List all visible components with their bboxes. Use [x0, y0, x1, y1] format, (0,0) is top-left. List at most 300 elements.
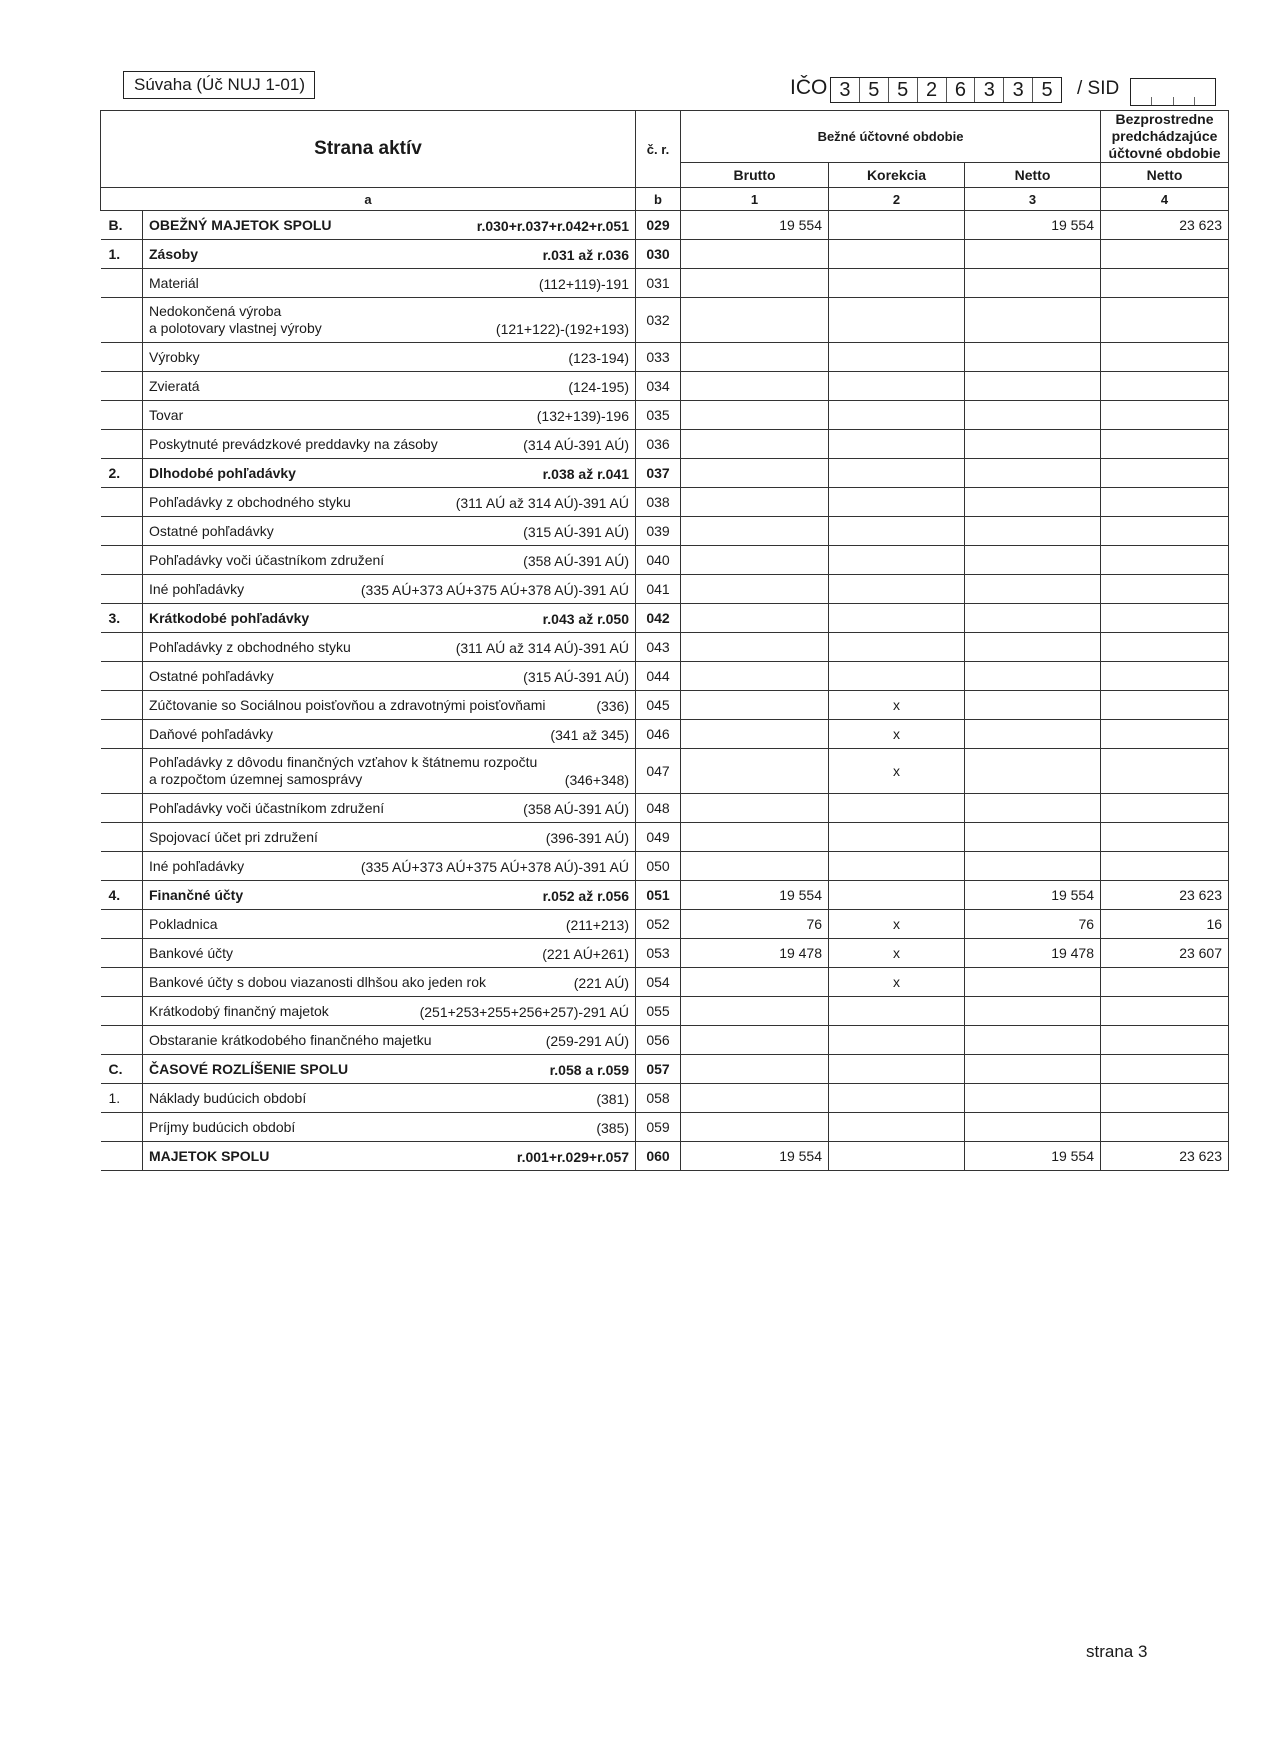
row-description: [143, 662, 636, 691]
netto-prev-value: [1101, 546, 1229, 575]
brutto-value: [681, 633, 829, 662]
netto-prev-value: [1101, 298, 1229, 343]
table-row: [101, 823, 1229, 852]
row-description: [143, 372, 636, 401]
row-item-number: [101, 1026, 143, 1055]
row-label: Zúčtovanie so Sociálnou poisťovňou a zdravotnými poisťovňami: [149, 696, 546, 713]
row-formula: r.030+r.037+r.042+r.051: [476, 217, 630, 234]
row-label: Pohľadávky voči účastníkom združení: [149, 799, 385, 816]
netto-header: Netto: [965, 163, 1101, 188]
row-label: Pohľadávky voči účastníkom združení: [149, 551, 385, 568]
row-description: [143, 881, 636, 910]
netto-prev-value: [1101, 794, 1229, 823]
brutto-value: [681, 488, 829, 517]
ico-digit: 3: [1004, 78, 1033, 102]
korekcia-value: [829, 604, 965, 633]
row-formula: r.031 až r.036: [542, 246, 630, 263]
row-description: [143, 997, 636, 1026]
row-item-number: [101, 749, 143, 794]
netto-value: [965, 401, 1101, 430]
netto-prev-header: Netto: [1101, 163, 1229, 188]
row-label: Zásoby: [149, 245, 199, 262]
netto-value: [965, 517, 1101, 546]
row-description: [143, 240, 636, 269]
netto-prev-value: [1101, 401, 1229, 430]
netto-value: [965, 546, 1101, 575]
brutto-value: [681, 823, 829, 852]
netto-prev-value: [1101, 575, 1229, 604]
table-row: [101, 240, 1229, 269]
netto-prev-value: [1101, 343, 1229, 372]
brutto-value: [681, 997, 829, 1026]
row-formula: (341 až 345): [550, 726, 630, 743]
brutto-value: [681, 575, 829, 604]
row-description: [143, 1026, 636, 1055]
row-code: 044: [636, 662, 681, 691]
row-label: Zvieratá: [149, 377, 200, 394]
korekcia-value: [829, 1084, 965, 1113]
brutto-value: [681, 852, 829, 881]
row-description: [143, 852, 636, 881]
row-description: [143, 430, 636, 459]
row-code: 057: [636, 1055, 681, 1084]
row-label: Iné pohľadávky: [149, 580, 245, 597]
form-code-badge: Súvaha (Úč NUJ 1-01): [123, 71, 315, 99]
row-item-number: [101, 633, 143, 662]
netto-prev-value: [1101, 430, 1229, 459]
row-item-number: [101, 691, 143, 720]
table-row: [101, 401, 1229, 430]
ico-label: IČO: [790, 76, 828, 99]
netto-prev-value: [1101, 240, 1229, 269]
row-description: [143, 633, 636, 662]
row-code: 046: [636, 720, 681, 749]
row-formula: (259-291 AÚ): [545, 1032, 630, 1049]
brutto-value: [681, 1113, 829, 1142]
row-formula: (385): [596, 1119, 630, 1136]
netto-prev-value: [1101, 1055, 1229, 1084]
brutto-value: [681, 749, 829, 794]
row-item-number: [101, 910, 143, 939]
brutto-header: Brutto: [681, 163, 829, 188]
table-row: [101, 1113, 1229, 1142]
brutto-value: [681, 430, 829, 459]
row-item-number: [101, 430, 143, 459]
row-label: ČASOVÉ ROZLÍŠENIE SPOLU: [149, 1060, 349, 1077]
netto-value: [965, 633, 1101, 662]
table-row: [101, 691, 1229, 720]
row-code: 045: [636, 691, 681, 720]
korekcia-value: x: [829, 749, 965, 794]
row-code: 032: [636, 298, 681, 343]
table-row: [101, 881, 1229, 910]
col-3-label: 3: [965, 188, 1101, 211]
netto-prev-value: [1101, 488, 1229, 517]
netto-prev-value: [1101, 604, 1229, 633]
netto-prev-value: 23 623: [1101, 1142, 1229, 1171]
korekcia-value: [829, 343, 965, 372]
brutto-value: [681, 720, 829, 749]
netto-value: [965, 1055, 1101, 1084]
table-row: [101, 720, 1229, 749]
row-description: [143, 749, 636, 794]
korekcia-value: [829, 852, 965, 881]
row-item-number: [101, 401, 143, 430]
row-description: [143, 939, 636, 968]
korekcia-value: [829, 240, 965, 269]
row-code: 054: [636, 968, 681, 997]
netto-value: [965, 488, 1101, 517]
row-description: [143, 1113, 636, 1142]
row-formula: (311 AÚ až 314 AÚ)-391 AÚ: [455, 639, 630, 656]
netto-prev-value: [1101, 968, 1229, 997]
row-description: [143, 910, 636, 939]
col-1-label: 1: [681, 188, 829, 211]
ico-digit: 2: [918, 78, 947, 102]
row-label: Nedokončená výroba a polotovary vlastnej výroby: [149, 303, 322, 336]
table-row: [101, 662, 1229, 691]
row-code: 041: [636, 575, 681, 604]
korekcia-value: x: [829, 968, 965, 997]
row-formula: (311 AÚ až 314 AÚ)-391 AÚ: [455, 494, 630, 511]
row-description: [143, 720, 636, 749]
row-description: [143, 823, 636, 852]
korekcia-value: [829, 881, 965, 910]
row-code: 035: [636, 401, 681, 430]
netto-prev-value: 23 607: [1101, 939, 1229, 968]
brutto-value: 76: [681, 910, 829, 939]
table-row: [101, 604, 1229, 633]
row-item-number: 2.: [101, 459, 143, 488]
row-formula: r.001+r.029+r.057: [516, 1148, 630, 1165]
row-description: [143, 968, 636, 997]
row-code: 042: [636, 604, 681, 633]
netto-prev-value: [1101, 269, 1229, 298]
row-label: Ostatné pohľadávky: [149, 522, 274, 539]
table-row: [101, 1055, 1229, 1084]
row-label: Obstaranie krátkodobého finančného majetku: [149, 1031, 432, 1048]
table-row: [101, 298, 1229, 343]
row-formula: r.038 až r.041: [542, 465, 630, 482]
row-formula: (221 AÚ): [573, 974, 630, 991]
row-code: 047: [636, 749, 681, 794]
netto-prev-value: [1101, 662, 1229, 691]
table-row: [101, 910, 1229, 939]
row-item-number: [101, 823, 143, 852]
brutto-value: [681, 604, 829, 633]
row-code: 048: [636, 794, 681, 823]
row-formula: (124-195): [568, 378, 630, 395]
netto-value: 76: [965, 910, 1101, 939]
row-code: 031: [636, 269, 681, 298]
korekcia-value: [829, 1113, 965, 1142]
row-description: [143, 1055, 636, 1084]
brutto-value: [681, 546, 829, 575]
row-item-number: [101, 1142, 143, 1171]
row-description: [143, 269, 636, 298]
netto-value: [965, 794, 1101, 823]
korekcia-value: x: [829, 939, 965, 968]
row-formula: (335 AÚ+373 AÚ+375 AÚ+378 AÚ)-391 AÚ: [360, 581, 630, 598]
netto-value: [965, 430, 1101, 459]
row-item-number: [101, 298, 143, 343]
korekcia-value: [829, 546, 965, 575]
brutto-value: 19 554: [681, 211, 829, 240]
korekcia-value: x: [829, 910, 965, 939]
table-row: [101, 269, 1229, 298]
row-code: 034: [636, 372, 681, 401]
row-description: [143, 1084, 636, 1113]
netto-prev-value: 23 623: [1101, 211, 1229, 240]
korekcia-value: [829, 794, 965, 823]
row-code: 051: [636, 881, 681, 910]
table-row: [101, 633, 1229, 662]
netto-value: [965, 604, 1101, 633]
row-label: Tovar: [149, 406, 184, 423]
netto-value: [965, 823, 1101, 852]
current-period-header: Bežné účtovné obdobie: [681, 111, 1101, 163]
brutto-value: [681, 1026, 829, 1055]
row-formula: (251+253+255+256+257)-291 AÚ: [419, 1003, 630, 1020]
row-label: Príjmy budúcich období: [149, 1118, 296, 1135]
netto-prev-value: [1101, 517, 1229, 546]
row-item-number: [101, 575, 143, 604]
table-row: [101, 939, 1229, 968]
row-code: 050: [636, 852, 681, 881]
korekcia-value: [829, 823, 965, 852]
table-row: [101, 488, 1229, 517]
korekcia-value: x: [829, 691, 965, 720]
row-formula: (335 AÚ+373 AÚ+375 AÚ+378 AÚ)-391 AÚ: [360, 858, 630, 875]
row-formula: (336): [596, 697, 630, 714]
netto-prev-value: [1101, 720, 1229, 749]
row-label: Krátkodobé pohľadávky: [149, 609, 310, 626]
row-label: Materiál: [149, 274, 199, 291]
col-4-label: 4: [1101, 188, 1229, 211]
col-a-label: a: [101, 188, 636, 211]
row-formula: (315 AÚ-391 AÚ): [523, 523, 630, 540]
sid-label: / SID: [1077, 78, 1120, 99]
row-formula: (314 AÚ-391 AÚ): [523, 436, 630, 453]
row-formula: (358 AÚ-391 AÚ): [523, 552, 630, 569]
row-label: Spojovací účet pri združení: [149, 828, 318, 845]
korekcia-value: [829, 997, 965, 1026]
netto-prev-value: [1101, 1113, 1229, 1142]
netto-prev-value: [1101, 372, 1229, 401]
row-description: [143, 298, 636, 343]
table-row: [101, 546, 1229, 575]
row-code: 059: [636, 1113, 681, 1142]
ico-digit: 5: [889, 78, 918, 102]
korekcia-value: [829, 430, 965, 459]
korekcia-value: [829, 1055, 965, 1084]
row-label: Iné pohľadávky: [149, 857, 245, 874]
row-formula: (132+139)-196: [536, 407, 630, 424]
row-code: 043: [636, 633, 681, 662]
row-code: 029: [636, 211, 681, 240]
ico-digit: 3: [975, 78, 1004, 102]
row-code: 049: [636, 823, 681, 852]
netto-prev-value: [1101, 997, 1229, 1026]
row-formula: r.058 a r.059: [549, 1061, 630, 1078]
brutto-value: [681, 343, 829, 372]
row-code: 053: [636, 939, 681, 968]
row-code: 033: [636, 343, 681, 372]
row-description: [143, 401, 636, 430]
korekcia-value: [829, 662, 965, 691]
row-code: 052: [636, 910, 681, 939]
netto-value: [965, 269, 1101, 298]
netto-prev-value: [1101, 823, 1229, 852]
row-description: [143, 575, 636, 604]
table-row: [101, 459, 1229, 488]
row-code: 030: [636, 240, 681, 269]
korekcia-value: x: [829, 720, 965, 749]
row-formula: (121+122)-(192+193): [495, 321, 630, 337]
row-label: Dlhodobé pohľadávky: [149, 464, 296, 481]
row-item-number: [101, 794, 143, 823]
table-row: [101, 343, 1229, 372]
ico-digit: 5: [860, 78, 889, 102]
row-item-number: 1.: [101, 240, 143, 269]
netto-value: [965, 720, 1101, 749]
netto-value: 19 554: [965, 881, 1101, 910]
table-row: [101, 575, 1229, 604]
row-description: [143, 211, 636, 240]
row-code: 055: [636, 997, 681, 1026]
netto-prev-value: [1101, 1026, 1229, 1055]
table-row: [101, 372, 1229, 401]
row-description: [143, 1142, 636, 1171]
row-formula: (123-194): [568, 349, 630, 366]
table-row: [101, 517, 1229, 546]
row-description: [143, 343, 636, 372]
ico-digit: 6: [947, 78, 976, 102]
brutto-value: [681, 298, 829, 343]
row-item-number: [101, 968, 143, 997]
netto-prev-value: [1101, 1084, 1229, 1113]
brutto-value: [681, 1084, 829, 1113]
sid-field: [1130, 78, 1216, 106]
row-label: Pohľadávky z obchodného styku: [149, 638, 351, 655]
row-label: Finančné účty: [149, 886, 244, 903]
row-label: OBEŽNÝ MAJETOK SPOLU: [149, 216, 332, 233]
row-item-number: 3.: [101, 604, 143, 633]
row-item-number: C.: [101, 1055, 143, 1084]
row-description: [143, 488, 636, 517]
korekcia-value: [829, 1142, 965, 1171]
netto-value: 19 478: [965, 939, 1101, 968]
netto-value: [965, 1026, 1101, 1055]
row-item-number: [101, 720, 143, 749]
ico-digit: 3: [831, 78, 860, 102]
netto-value: [965, 691, 1101, 720]
brutto-value: 19 554: [681, 881, 829, 910]
netto-value: [965, 662, 1101, 691]
netto-value: [965, 852, 1101, 881]
brutto-value: [681, 794, 829, 823]
row-item-number: 4.: [101, 881, 143, 910]
korekcia-value: [829, 488, 965, 517]
brutto-value: [681, 662, 829, 691]
korekcia-header: Korekcia: [829, 163, 965, 188]
row-item-number: [101, 517, 143, 546]
netto-value: [965, 240, 1101, 269]
row-formula: (315 AÚ-391 AÚ): [523, 668, 630, 685]
netto-value: 19 554: [965, 1142, 1101, 1171]
netto-value: [965, 997, 1101, 1026]
row-label: Poskytnuté prevádzkové preddavky na zásoby: [149, 435, 438, 452]
table-row: [101, 1142, 1229, 1171]
netto-prev-value: 23 623: [1101, 881, 1229, 910]
netto-prev-value: [1101, 749, 1229, 794]
row-label: Bankové účty: [149, 944, 234, 961]
korekcia-value: [829, 633, 965, 662]
netto-value: [965, 968, 1101, 997]
row-code: 040: [636, 546, 681, 575]
balance-sheet-assets-table: [100, 110, 1229, 1171]
korekcia-value: [829, 269, 965, 298]
brutto-value: [681, 968, 829, 997]
col-2-label: 2: [829, 188, 965, 211]
row-number-header: č. r.: [636, 111, 681, 188]
netto-value: [965, 1113, 1101, 1142]
ico-digit: 5: [1041, 79, 1053, 101]
netto-value: [965, 459, 1101, 488]
row-formula: (381): [596, 1090, 630, 1107]
row-code: 056: [636, 1026, 681, 1055]
row-label: Pohľadávky z dôvodu finančných vzťahov k štátnemu rozpočtu a rozpočtom územnej samosprávy: [149, 754, 538, 787]
row-code: 039: [636, 517, 681, 546]
row-label: Krátkodobý finančný majetok: [149, 1002, 329, 1019]
netto-value: [965, 343, 1101, 372]
row-item-number: [101, 269, 143, 298]
korekcia-value: [829, 298, 965, 343]
brutto-value: [681, 240, 829, 269]
row-item-number: [101, 488, 143, 517]
row-item-number: [101, 852, 143, 881]
section-title: Strana aktív: [101, 111, 636, 188]
korekcia-value: [829, 372, 965, 401]
table-row: [101, 968, 1229, 997]
row-formula: (112+119)-191: [538, 275, 630, 292]
row-formula: r.043 až r.050: [542, 610, 630, 627]
table-row: [101, 430, 1229, 459]
row-description: [143, 546, 636, 575]
brutto-value: [681, 517, 829, 546]
row-formula: (358 AÚ-391 AÚ): [523, 800, 630, 817]
brutto-value: [681, 691, 829, 720]
row-code: 060: [636, 1142, 681, 1171]
row-item-number: [101, 1113, 143, 1142]
row-item-number: [101, 997, 143, 1026]
row-description: [143, 794, 636, 823]
table-row: [101, 1026, 1229, 1055]
row-formula: (396-391 AÚ): [545, 829, 630, 846]
brutto-value: [681, 372, 829, 401]
brutto-value: 19 554: [681, 1142, 829, 1171]
table-row: [101, 997, 1229, 1026]
row-label: MAJETOK SPOLU: [149, 1147, 270, 1164]
row-description: [143, 691, 636, 720]
netto-value: [965, 372, 1101, 401]
row-label: Výrobky: [149, 348, 200, 365]
korekcia-value: [829, 459, 965, 488]
korekcia-value: [829, 1026, 965, 1055]
row-label: Náklady budúcich období: [149, 1089, 307, 1106]
netto-value: [965, 575, 1101, 604]
row-code: 038: [636, 488, 681, 517]
